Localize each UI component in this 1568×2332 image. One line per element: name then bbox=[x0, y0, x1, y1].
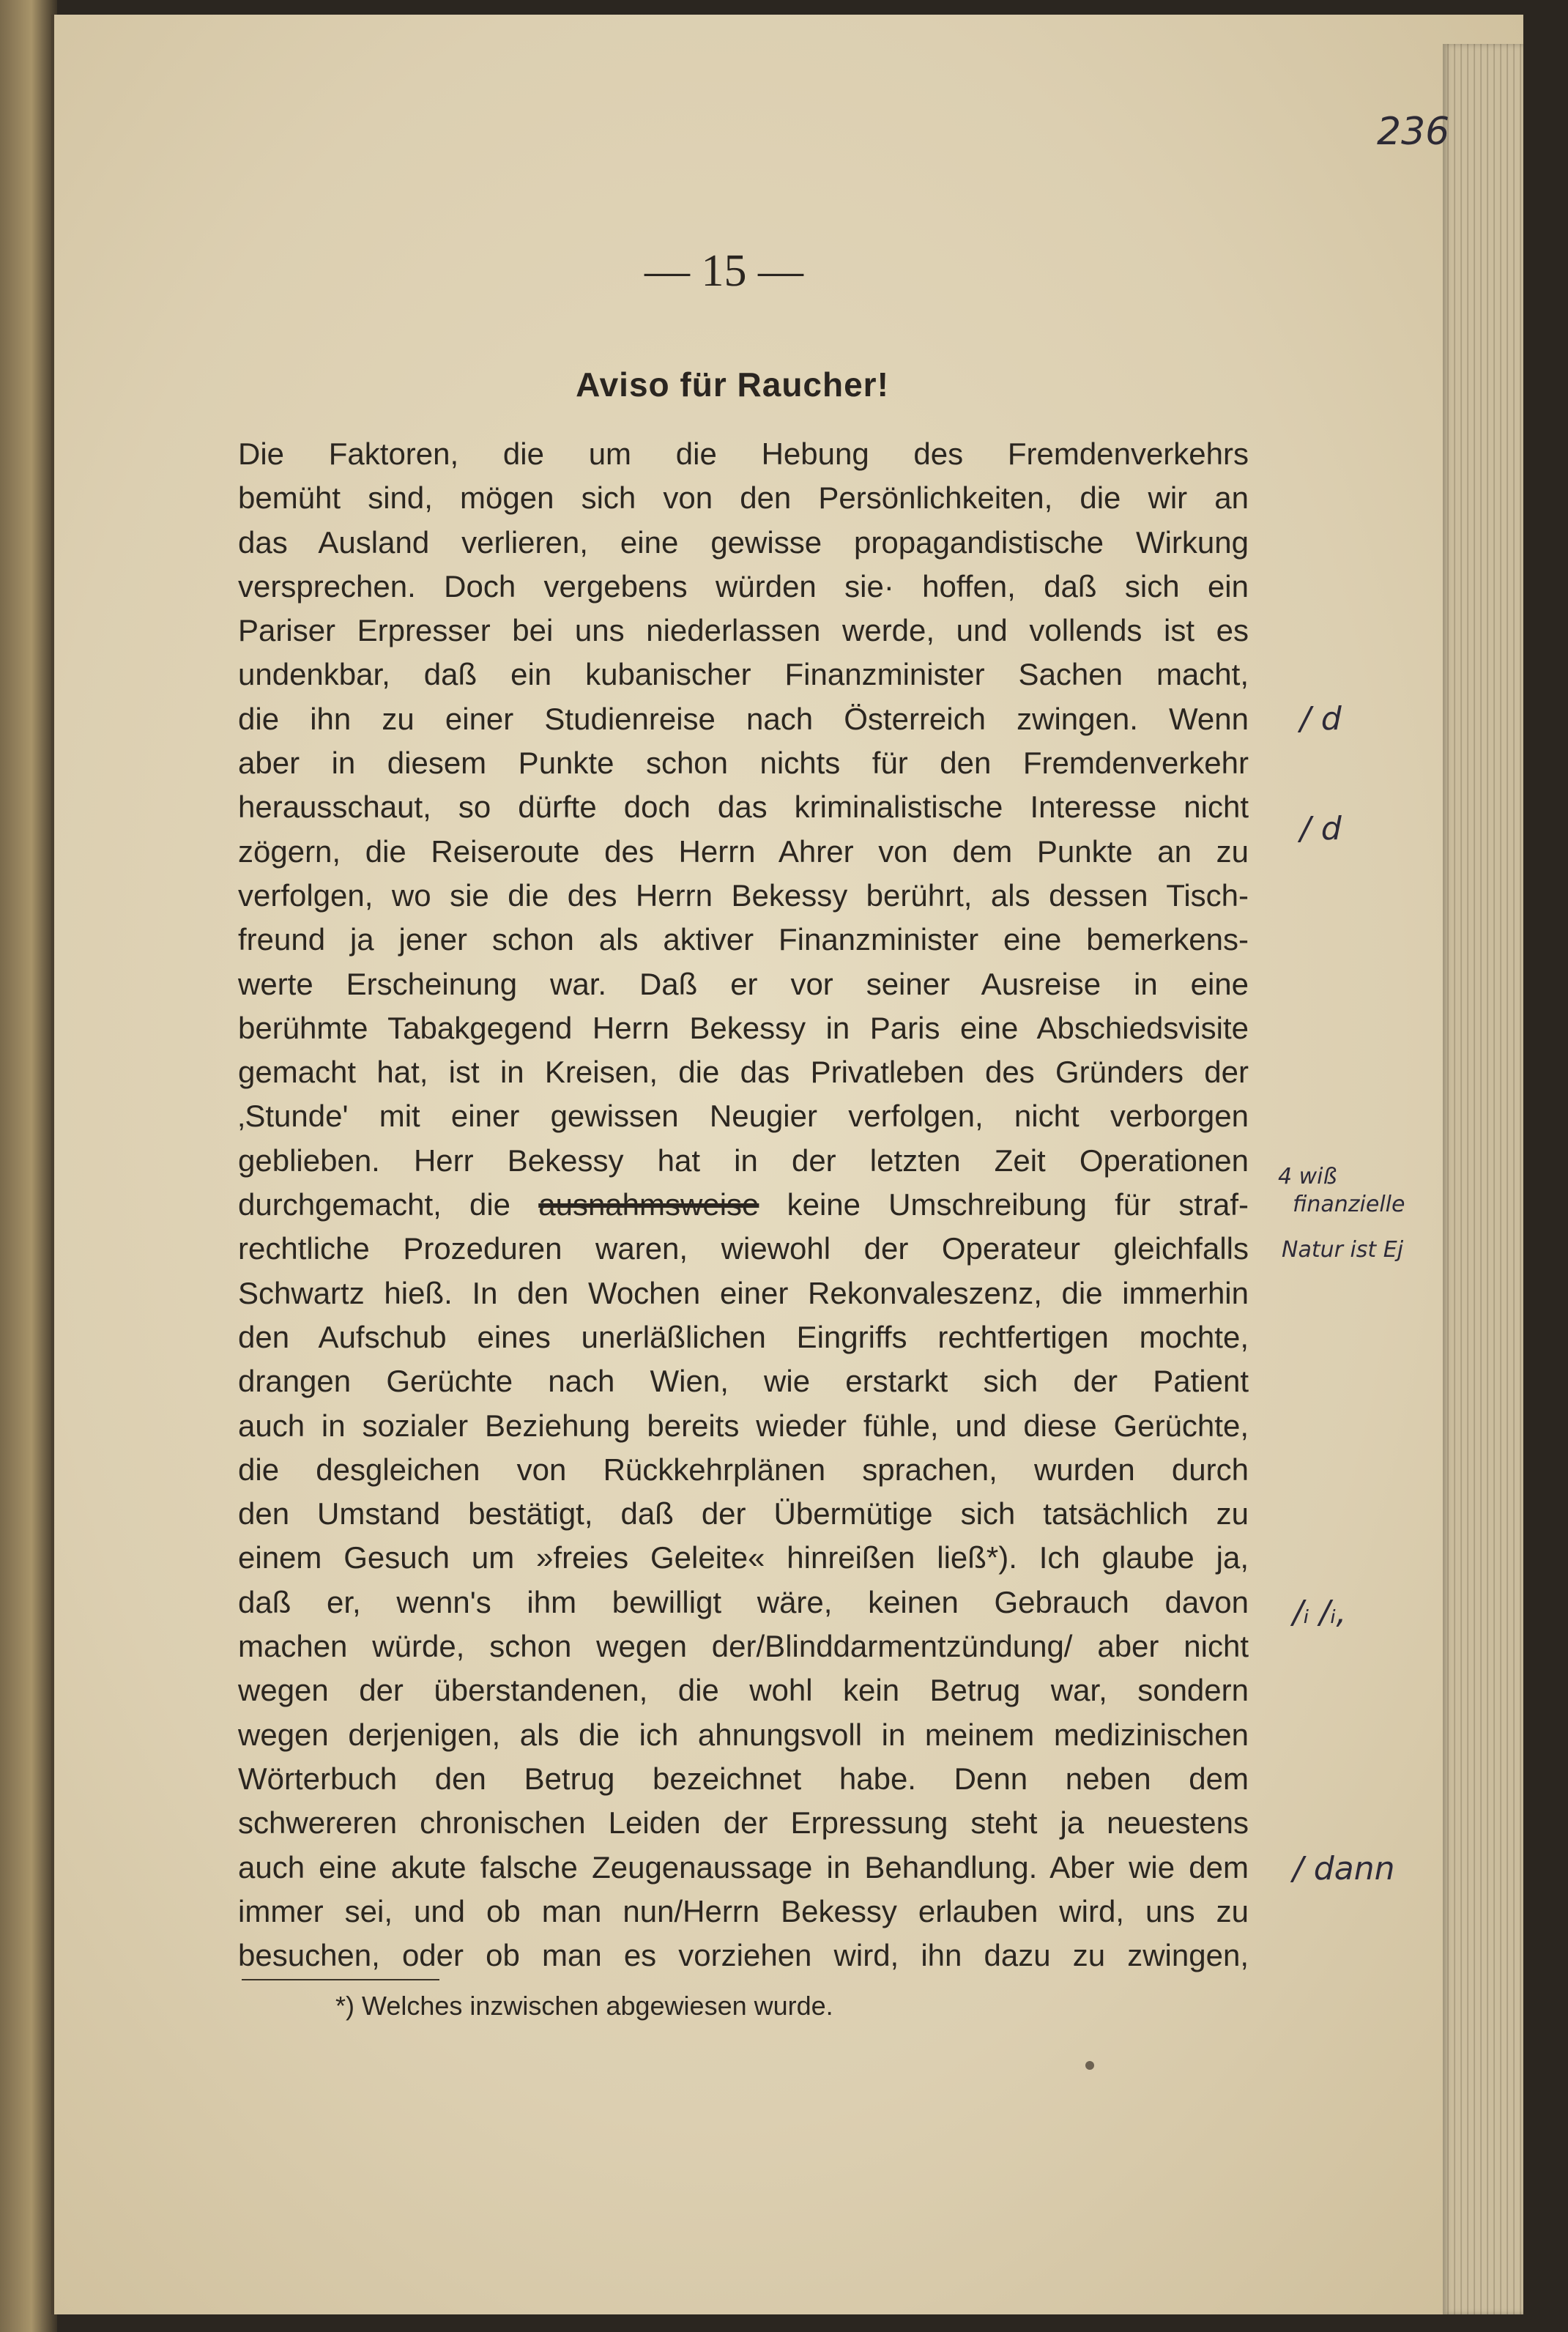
text-line: zögern, die Reiseroute des Herrn Ahrer von dem Punkte an zu bbox=[238, 833, 1249, 869]
text-line: Die Faktoren, die um die Hebung des Fremdenverkehrs bbox=[238, 437, 1249, 471]
text-line: den Aufschub eines unerläßlichen Eingriffs rechtfertigen mochte, bbox=[238, 1319, 1249, 1354]
margin-note: finanzielle bbox=[1293, 1192, 1405, 1217]
text-line: berühmte Tabakgegend Herrn Bekessy in Paris eine Abschiedsvisite bbox=[238, 1010, 1249, 1045]
text-fragment: keine Umschreibung für straf- bbox=[787, 1187, 1249, 1222]
footnote-rule bbox=[242, 1979, 439, 1980]
text-line: wegen derjenigen, als die ich ahnungsvoll in meinem medizinischen bbox=[238, 1717, 1249, 1752]
text-line: den Umstand bestätigt, daß der Übermütige sich tatsächlich zu bbox=[238, 1496, 1249, 1531]
text-line: einem Gesuch um »freies Geleite« hinreißen ließ*). Ich glaube ja, bbox=[238, 1540, 1249, 1575]
text-line: das Ausland verlieren, eine gewisse propagandistische Wirkung bbox=[238, 524, 1249, 560]
article-heading: Aviso für Raucher! bbox=[576, 365, 889, 404]
margin-note: / dann bbox=[1293, 1850, 1395, 1887]
text-line: aber in diesem Punkte schon nichts für den Fremdenverkehr bbox=[238, 746, 1249, 781]
margin-note: / d bbox=[1300, 810, 1342, 847]
text-line: bemüht sind, mögen sich von den Persönlichkeiten, die wir an bbox=[238, 480, 1249, 516]
text-line: Pariser Erpresser bei uns niederlassen werde, und vollends ist es bbox=[238, 613, 1249, 648]
text-line: undenkbar, daß ein kubanischer Finanzminister Sachen macht, bbox=[238, 657, 1249, 692]
margin-note: / d bbox=[1300, 700, 1342, 738]
footnote: *) Welches inzwischen abgewiesen wurde. bbox=[335, 1991, 833, 2021]
margin-note: 4 wiß bbox=[1278, 1164, 1337, 1189]
struck-word: ausnahmsweise bbox=[538, 1187, 759, 1222]
text-line: machen würde, schon wegen der/Blinddarmentzündung/ aber nicht bbox=[238, 1629, 1249, 1664]
text-line: schwereren chronischen Leiden der Erpressung steht ja neuestens bbox=[238, 1805, 1249, 1841]
text-line: Schwartz hieß. In den Wochen einer Rekonvaleszenz, die immerhin bbox=[238, 1275, 1249, 1310]
left-page-edge bbox=[0, 0, 57, 2332]
text-line: ‚Stunde' mit einer gewissen Neugier verfolgen, nicht verborgen bbox=[238, 1099, 1249, 1134]
article-body bbox=[238, 432, 1249, 1978]
text-line: Wörterbuch den Betrug bezeichnet habe. Denn neben dem bbox=[238, 1761, 1249, 1796]
text-line: die desgleichen von Rückkehrplänen sprachen, wurden durch bbox=[238, 1452, 1249, 1487]
page-number: — 15 — bbox=[644, 246, 803, 296]
text-line: drangen Gerüchte nach Wien, wie erstarkt sich der Patient bbox=[238, 1364, 1249, 1399]
handwritten-folio-number: 236 bbox=[1377, 110, 1450, 154]
text-fragment: durchgemacht, die bbox=[238, 1187, 511, 1222]
ink-speck bbox=[1085, 2061, 1094, 2070]
text-line: auch eine akute falsche Zeugenaussage in Behandlung. Aber wie dem bbox=[238, 1849, 1249, 1884]
text-line: herausschaut, so dürfte doch das kriminalistische Interesse nicht bbox=[238, 790, 1249, 825]
text-line: besuchen, oder ob man es vorziehen wird, ihn dazu zu zwingen, bbox=[238, 1938, 1249, 1973]
text-line: die ihn zu einer Studienreise nach Österreich zwingen. Wenn bbox=[238, 701, 1249, 736]
margin-note: Natur ist Ej bbox=[1282, 1237, 1404, 1263]
text-line: gemacht hat, ist in Kreisen, die das Privatleben des Gründers der bbox=[238, 1055, 1249, 1090]
text-line: rechtliche Prozeduren waren, wiewohl der Operateur gleichfalls bbox=[238, 1231, 1249, 1266]
text-line: freund ja jener schon als aktiver Finanzminister eine bemerkens- bbox=[238, 922, 1249, 957]
text-line: auch in sozialer Beziehung bereits wieder fühle, und diese Gerüchte, bbox=[238, 1408, 1249, 1443]
text-line-with-strikethrough bbox=[238, 1183, 1249, 1227]
text-line: geblieben. Herr Bekessy hat in der letzten Zeit Operationen bbox=[238, 1143, 1249, 1178]
text-line: versprechen. Doch vergebens würden sie· hoffen, daß sich ein bbox=[238, 568, 1249, 604]
text-line: immer sei, und ob man nun/Herrn Bekessy erlauben wird, uns zu bbox=[238, 1893, 1249, 1928]
margin-note: /ᵢ /ᵢ, bbox=[1293, 1594, 1347, 1631]
text-line: daß er, wenn's ihm bewilligt wäre, keinen Gebrauch davon bbox=[238, 1584, 1249, 1619]
text-line: verfolgen, wo sie die des Herrn Bekessy berührt, als dessen Tisch- bbox=[238, 877, 1249, 913]
text-line: wegen der überstandenen, die wohl kein Betrug war, sondern bbox=[238, 1673, 1249, 1708]
text-line: werte Erscheinung war. Daß er vor seiner Ausreise in eine bbox=[238, 966, 1249, 1001]
